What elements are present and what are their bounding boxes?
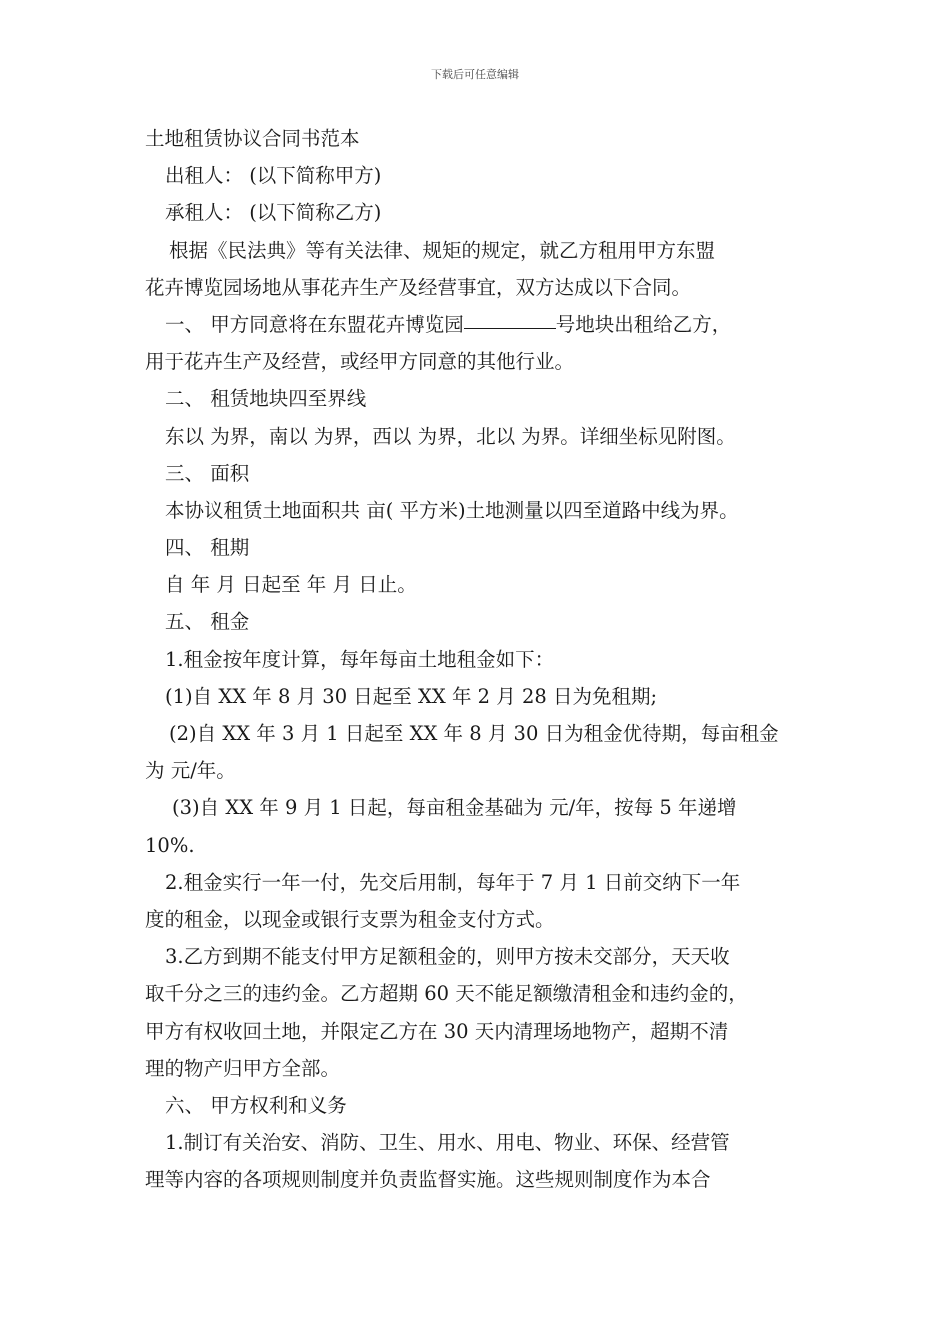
lessee-line: 承租人： (以下简称乙方) — [165, 201, 382, 225]
document-body — [145, 120, 810, 1198]
intro-paragraph-line: 根据《民法典》等有关法律、规矩的规定，就乙方租用甲方东盟 — [169, 238, 716, 262]
section-6-heading: 六、 甲方权利和义务 — [165, 1093, 347, 1117]
duty-clause-1: 1.制订有关治安、消防、卫生、用水、用电、物业、环保、经营管 — [165, 1131, 730, 1155]
rent-clause-2: 2.租金实行一年一付，先交后用制，每年于 7 月 1 日前交纳下一年 — [165, 870, 741, 894]
section-1-line: 用于花卉生产及经营，或经甲方同意的其他行业。 — [145, 350, 575, 374]
intro-paragraph-line: 花卉博览园场地从事花卉生产及经营事宜，双方达成以下合同。 — [145, 275, 692, 299]
section-2-heading: 二、 租赁地块四至界线 — [165, 387, 367, 411]
section-5-heading: 五、 租金 — [165, 610, 250, 634]
section-1-text: 一、 甲方同意将在东盟花卉博览园 — [165, 312, 464, 336]
section-4-body: 自 年 月 日起至 年 月 日止。 — [165, 573, 417, 597]
section-2-body: 东以 为界，南以 为界，西以 为界，北以 为界。详细坐标见附图。 — [165, 424, 736, 448]
document-title: 土地租赁协议合同书范本 — [145, 127, 360, 150]
duty-clause-1: 理等内容的各项规则制度并负责监督实施。这些规则制度作为本合 — [145, 1168, 711, 1192]
plot-number-blank — [464, 310, 556, 329]
rent-clause-1b: (2)自 XX 年 3 月 1 日起至 XX 年 8 月 30 日为租金优待期，每亩租金 — [169, 722, 779, 745]
rent-clause-1b: 为 元/年。 — [145, 759, 236, 783]
rent-clause-1c: 10%. — [145, 833, 195, 857]
lessor-line: 出租人： (以下简称甲方) — [165, 164, 382, 188]
page-header: 下载后可任意编辑 — [431, 68, 519, 81]
rent-clause-1c: (3)自 XX 年 9 月 1 日起，每亩租金基础为 元/年，按每 5 年递增 — [172, 796, 737, 820]
rent-clause-3: 甲方有权收回土地，并限定乙方在 30 天内清理场地物产，超期不清 — [145, 1019, 729, 1043]
rent-clause-1a: (1)自 XX 年 8 月 30 日起至 XX 年 2 月 28 日为免租期; — [165, 684, 658, 708]
rent-clause-3: 3.乙方到期不能支付甲方足额租金的，则甲方按未交部分，天天收 — [165, 945, 730, 969]
rent-clause-2: 度的租金，以现金或银行支票为租金支付方式。 — [145, 907, 555, 931]
rent-clause-3: 取千分之三的违约金。乙方超期 60 天不能足额缴清租金和违约金的， — [145, 982, 748, 1006]
rent-clause-1: 1.租金按年度计算，每年每亩土地租金如下： — [165, 647, 555, 671]
section-4-heading: 四、 租期 — [165, 536, 250, 560]
section-3-body: 本协议租赁土地面积共 亩( 平方米)土地测量以四至道路中线为界。 — [165, 498, 739, 522]
rent-clause-3: 理的物产归甲方全部。 — [145, 1056, 341, 1080]
section-3-heading: 三、 面积 — [165, 461, 250, 485]
section-1-text: 号地块出租给乙方， — [555, 312, 732, 336]
section-1-line — [145, 306, 810, 343]
